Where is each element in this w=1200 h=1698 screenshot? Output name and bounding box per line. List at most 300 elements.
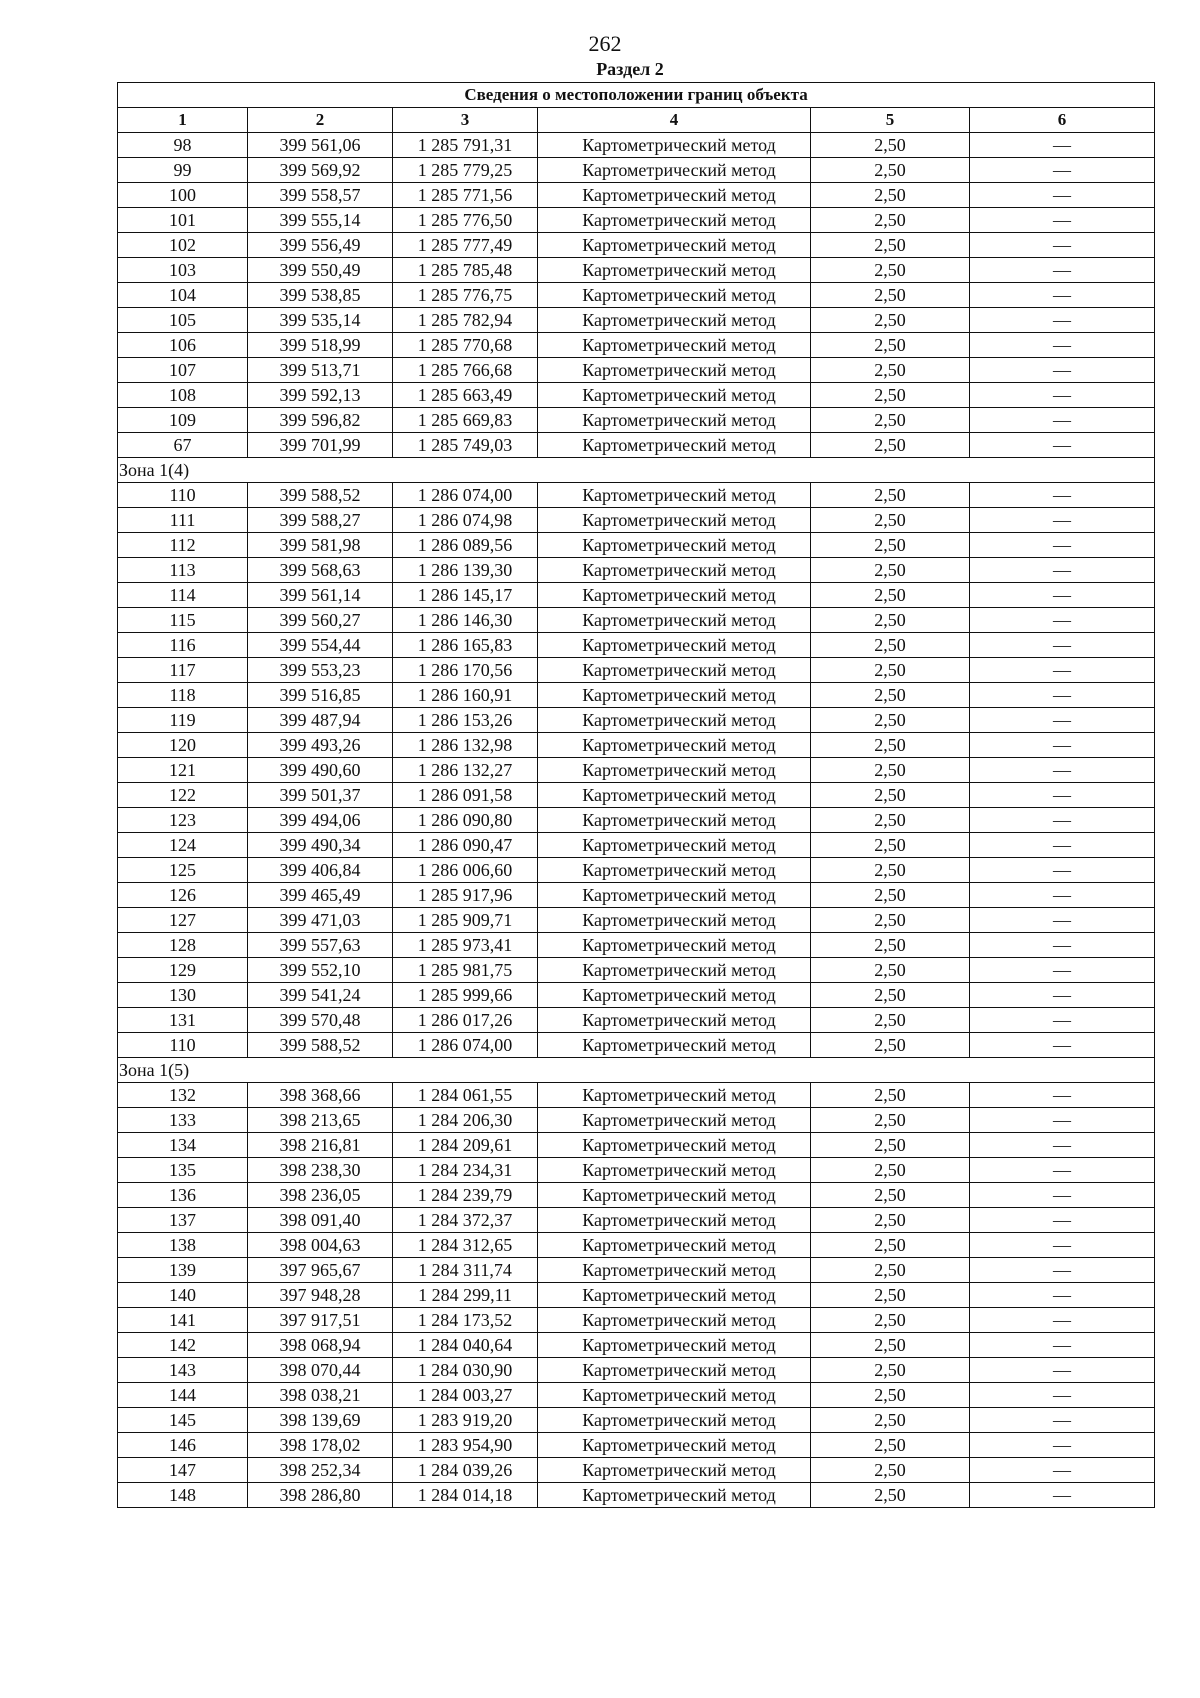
coordinate-x-cell: 399 490,60 bbox=[248, 758, 393, 783]
accuracy-cell: 2,50 bbox=[811, 958, 970, 983]
accuracy-cell: 2,50 bbox=[811, 1408, 970, 1433]
table-row bbox=[118, 658, 1155, 683]
method-cell: Картометрический метод bbox=[538, 658, 811, 683]
table-row bbox=[118, 1433, 1155, 1458]
description-cell: — bbox=[970, 233, 1155, 258]
description-cell: — bbox=[970, 1283, 1155, 1308]
point-number-cell: 102 bbox=[118, 233, 248, 258]
section-title: Раздел 2 bbox=[596, 59, 664, 79]
coordinate-x-cell: 399 471,03 bbox=[248, 908, 393, 933]
point-number-cell: 113 bbox=[118, 558, 248, 583]
point-number-cell: 143 bbox=[118, 1358, 248, 1383]
point-number-cell: 123 bbox=[118, 808, 248, 833]
table-row bbox=[118, 1383, 1155, 1408]
description-cell: — bbox=[970, 1433, 1155, 1458]
coordinate-x-cell: 399 465,49 bbox=[248, 883, 393, 908]
method-cell: Картометрический метод bbox=[538, 1208, 811, 1233]
table-row bbox=[118, 1108, 1155, 1133]
description-cell: — bbox=[970, 408, 1155, 433]
coordinate-x-cell: 399 490,34 bbox=[248, 833, 393, 858]
accuracy-cell: 2,50 bbox=[811, 383, 970, 408]
coordinate-y-cell: 1 284 061,55 bbox=[393, 1083, 538, 1108]
method-cell: Картометрический метод bbox=[538, 1283, 811, 1308]
coordinate-x-cell: 399 406,84 bbox=[248, 858, 393, 883]
method-cell: Картометрический метод bbox=[538, 1333, 811, 1358]
coordinate-x-cell: 399 516,85 bbox=[248, 683, 393, 708]
table-row bbox=[118, 983, 1155, 1008]
accuracy-cell: 2,50 bbox=[811, 183, 970, 208]
zone-header-row bbox=[118, 458, 1155, 483]
coordinate-x-cell: 399 558,57 bbox=[248, 183, 393, 208]
coordinate-y-cell: 1 286 090,80 bbox=[393, 808, 538, 833]
accuracy-cell: 2,50 bbox=[811, 783, 970, 808]
coordinate-x-cell: 397 948,28 bbox=[248, 1283, 393, 1308]
accuracy-cell: 2,50 bbox=[811, 733, 970, 758]
method-cell: Картометрический метод bbox=[538, 808, 811, 833]
method-cell: Картометрический метод bbox=[538, 1183, 811, 1208]
coordinate-x-cell: 398 091,40 bbox=[248, 1208, 393, 1233]
description-cell: — bbox=[970, 483, 1155, 508]
coordinate-y-cell: 1 285 999,66 bbox=[393, 983, 538, 1008]
table-row bbox=[118, 283, 1155, 308]
point-number-cell: 118 bbox=[118, 683, 248, 708]
accuracy-cell: 2,50 bbox=[811, 1108, 970, 1133]
accuracy-cell: 2,50 bbox=[811, 858, 970, 883]
coordinate-y-cell: 1 285 669,83 bbox=[393, 408, 538, 433]
point-number-cell: 122 bbox=[118, 783, 248, 808]
point-number-cell: 141 bbox=[118, 1308, 248, 1333]
coordinate-x-cell: 399 568,63 bbox=[248, 558, 393, 583]
table-row bbox=[118, 333, 1155, 358]
table-row bbox=[118, 1458, 1155, 1483]
coordinate-x-cell: 398 252,34 bbox=[248, 1458, 393, 1483]
table-row bbox=[118, 958, 1155, 983]
coordinate-y-cell: 1 284 312,65 bbox=[393, 1233, 538, 1258]
coordinate-y-cell: 1 285 791,31 bbox=[393, 133, 538, 158]
point-number-cell: 100 bbox=[118, 183, 248, 208]
method-cell: Картометрический метод bbox=[538, 783, 811, 808]
description-cell: — bbox=[970, 683, 1155, 708]
accuracy-cell: 2,50 bbox=[811, 558, 970, 583]
point-number-cell: 134 bbox=[118, 1133, 248, 1158]
table-row bbox=[118, 833, 1155, 858]
coordinate-x-cell: 399 560,27 bbox=[248, 608, 393, 633]
description-cell: — bbox=[970, 633, 1155, 658]
description-cell: — bbox=[970, 1133, 1155, 1158]
point-number-cell: 105 bbox=[118, 308, 248, 333]
coordinate-x-cell: 399 487,94 bbox=[248, 708, 393, 733]
description-cell: — bbox=[970, 1083, 1155, 1108]
point-number-cell: 67 bbox=[118, 433, 248, 458]
table-row bbox=[118, 583, 1155, 608]
table-row bbox=[118, 383, 1155, 408]
coordinate-y-cell: 1 284 372,37 bbox=[393, 1208, 538, 1233]
method-cell: Картометрический метод bbox=[538, 633, 811, 658]
table-row bbox=[118, 308, 1155, 333]
table-row bbox=[118, 183, 1155, 208]
coordinate-x-cell: 399 550,49 bbox=[248, 258, 393, 283]
table-caption: Сведения о местоположении границ объекта bbox=[118, 83, 1155, 108]
coordinate-x-cell: 397 965,67 bbox=[248, 1258, 393, 1283]
description-cell: — bbox=[970, 1208, 1155, 1233]
point-number-cell: 126 bbox=[118, 883, 248, 908]
description-cell: — bbox=[970, 208, 1155, 233]
method-cell: Картометрический метод bbox=[538, 408, 811, 433]
point-number-cell: 127 bbox=[118, 908, 248, 933]
description-cell: — bbox=[970, 183, 1155, 208]
coordinate-x-cell: 398 368,66 bbox=[248, 1083, 393, 1108]
coordinate-y-cell: 1 285 981,75 bbox=[393, 958, 538, 983]
coordinate-y-cell: 1 284 234,31 bbox=[393, 1158, 538, 1183]
accuracy-cell: 2,50 bbox=[811, 1433, 970, 1458]
coordinate-x-cell: 399 592,13 bbox=[248, 383, 393, 408]
table-row bbox=[118, 1258, 1155, 1283]
point-number-cell: 110 bbox=[118, 483, 248, 508]
description-cell: — bbox=[970, 708, 1155, 733]
coordinate-y-cell: 1 286 132,27 bbox=[393, 758, 538, 783]
table-caption-row bbox=[118, 83, 1155, 108]
description-cell: — bbox=[970, 283, 1155, 308]
coordinate-x-cell: 399 596,82 bbox=[248, 408, 393, 433]
point-number-cell: 119 bbox=[118, 708, 248, 733]
table-row bbox=[118, 733, 1155, 758]
accuracy-cell: 2,50 bbox=[811, 208, 970, 233]
coordinate-y-cell: 1 286 074,98 bbox=[393, 508, 538, 533]
table-row bbox=[118, 783, 1155, 808]
point-number-cell: 131 bbox=[118, 1008, 248, 1033]
column-header: 5 bbox=[811, 108, 970, 133]
description-cell: — bbox=[970, 983, 1155, 1008]
description-cell: — bbox=[970, 958, 1155, 983]
coordinate-x-cell: 399 588,52 bbox=[248, 1033, 393, 1058]
accuracy-cell: 2,50 bbox=[811, 1358, 970, 1383]
table-row bbox=[118, 1083, 1155, 1108]
accuracy-cell: 2,50 bbox=[811, 1283, 970, 1308]
column-header: 6 bbox=[970, 108, 1155, 133]
coordinate-y-cell: 1 285 749,03 bbox=[393, 433, 538, 458]
point-number-cell: 125 bbox=[118, 858, 248, 883]
coordinate-x-cell: 399 538,85 bbox=[248, 283, 393, 308]
point-number-cell: 146 bbox=[118, 1433, 248, 1458]
coordinate-y-cell: 1 284 239,79 bbox=[393, 1183, 538, 1208]
coordinate-x-cell: 398 216,81 bbox=[248, 1133, 393, 1158]
coordinate-x-cell: 399 570,48 bbox=[248, 1008, 393, 1033]
point-number-cell: 147 bbox=[118, 1458, 248, 1483]
description-cell: — bbox=[970, 1333, 1155, 1358]
table-body bbox=[118, 83, 1155, 1508]
accuracy-cell: 2,50 bbox=[811, 683, 970, 708]
method-cell: Картометрический метод bbox=[538, 1233, 811, 1258]
coordinate-y-cell: 1 286 160,91 bbox=[393, 683, 538, 708]
coordinate-y-cell: 1 284 173,52 bbox=[393, 1308, 538, 1333]
coordinate-x-cell: 399 513,71 bbox=[248, 358, 393, 383]
point-number-cell: 108 bbox=[118, 383, 248, 408]
method-cell: Картометрический метод bbox=[538, 358, 811, 383]
description-cell: — bbox=[970, 1108, 1155, 1133]
method-cell: Картометрический метод bbox=[538, 958, 811, 983]
column-header: 1 bbox=[118, 108, 248, 133]
table-row bbox=[118, 258, 1155, 283]
coordinate-y-cell: 1 286 146,30 bbox=[393, 608, 538, 633]
method-cell: Картометрический метод bbox=[538, 558, 811, 583]
point-number-cell: 138 bbox=[118, 1233, 248, 1258]
table-row bbox=[118, 1308, 1155, 1333]
table-row bbox=[118, 1333, 1155, 1358]
point-number-cell: 101 bbox=[118, 208, 248, 233]
accuracy-cell: 2,50 bbox=[811, 1308, 970, 1333]
description-cell: — bbox=[970, 333, 1155, 358]
table-row bbox=[118, 1183, 1155, 1208]
boundary-coordinates-table bbox=[117, 82, 1155, 1508]
accuracy-cell: 2,50 bbox=[811, 658, 970, 683]
table-row bbox=[118, 408, 1155, 433]
column-header: 2 bbox=[248, 108, 393, 133]
table-row bbox=[118, 208, 1155, 233]
table-row bbox=[118, 483, 1155, 508]
coordinate-x-cell: 399 552,10 bbox=[248, 958, 393, 983]
accuracy-cell: 2,50 bbox=[811, 608, 970, 633]
method-cell: Картометрический метод bbox=[538, 308, 811, 333]
point-number-cell: 99 bbox=[118, 158, 248, 183]
point-number-cell: 132 bbox=[118, 1083, 248, 1108]
table-row bbox=[118, 1133, 1155, 1158]
description-cell: — bbox=[970, 133, 1155, 158]
coordinate-y-cell: 1 286 089,56 bbox=[393, 533, 538, 558]
table-row bbox=[118, 233, 1155, 258]
accuracy-cell: 2,50 bbox=[811, 1133, 970, 1158]
accuracy-cell: 2,50 bbox=[811, 1008, 970, 1033]
description-cell: — bbox=[970, 558, 1155, 583]
description-cell: — bbox=[970, 808, 1155, 833]
point-number-cell: 129 bbox=[118, 958, 248, 983]
coordinate-y-cell: 1 285 776,75 bbox=[393, 283, 538, 308]
accuracy-cell: 2,50 bbox=[811, 158, 970, 183]
point-number-cell: 139 bbox=[118, 1258, 248, 1283]
coordinate-y-cell: 1 286 090,47 bbox=[393, 833, 538, 858]
description-cell: — bbox=[970, 433, 1155, 458]
accuracy-cell: 2,50 bbox=[811, 333, 970, 358]
point-number-cell: 116 bbox=[118, 633, 248, 658]
table-row bbox=[118, 908, 1155, 933]
column-header-row bbox=[118, 108, 1155, 133]
method-cell: Картометрический метод bbox=[538, 133, 811, 158]
description-cell: — bbox=[970, 1008, 1155, 1033]
coordinate-x-cell: 398 213,65 bbox=[248, 1108, 393, 1133]
point-number-cell: 107 bbox=[118, 358, 248, 383]
method-cell: Картометрический метод bbox=[538, 733, 811, 758]
coordinate-y-cell: 1 285 973,41 bbox=[393, 933, 538, 958]
description-cell: — bbox=[970, 1158, 1155, 1183]
method-cell: Картометрический метод bbox=[538, 233, 811, 258]
accuracy-cell: 2,50 bbox=[811, 633, 970, 658]
accuracy-cell: 2,50 bbox=[811, 483, 970, 508]
method-cell: Картометрический метод bbox=[538, 1408, 811, 1433]
table-row bbox=[118, 1208, 1155, 1233]
table-row bbox=[118, 1358, 1155, 1383]
accuracy-cell: 2,50 bbox=[811, 1183, 970, 1208]
description-cell: — bbox=[970, 1358, 1155, 1383]
method-cell: Картометрический метод bbox=[538, 1108, 811, 1133]
description-cell: — bbox=[970, 1308, 1155, 1333]
coordinate-y-cell: 1 285 917,96 bbox=[393, 883, 538, 908]
method-cell: Картометрический метод bbox=[538, 683, 811, 708]
accuracy-cell: 2,50 bbox=[811, 533, 970, 558]
description-cell: — bbox=[970, 158, 1155, 183]
accuracy-cell: 2,50 bbox=[811, 1033, 970, 1058]
coordinate-y-cell: 1 283 919,20 bbox=[393, 1408, 538, 1433]
coordinate-x-cell: 398 038,21 bbox=[248, 1383, 393, 1408]
accuracy-cell: 2,50 bbox=[811, 808, 970, 833]
method-cell: Картометрический метод bbox=[538, 583, 811, 608]
method-cell: Картометрический метод bbox=[538, 258, 811, 283]
description-cell: — bbox=[970, 358, 1155, 383]
coordinate-y-cell: 1 285 766,68 bbox=[393, 358, 538, 383]
point-number-cell: 120 bbox=[118, 733, 248, 758]
point-number-cell: 121 bbox=[118, 758, 248, 783]
coordinate-y-cell: 1 286 006,60 bbox=[393, 858, 538, 883]
point-number-cell: 142 bbox=[118, 1333, 248, 1358]
point-number-cell: 128 bbox=[118, 933, 248, 958]
accuracy-cell: 2,50 bbox=[811, 1158, 970, 1183]
description-cell: — bbox=[970, 1458, 1155, 1483]
accuracy-cell: 2,50 bbox=[811, 833, 970, 858]
method-cell: Картометрический метод bbox=[538, 833, 811, 858]
coordinate-y-cell: 1 284 003,27 bbox=[393, 1383, 538, 1408]
table-row bbox=[118, 1283, 1155, 1308]
accuracy-cell: 2,50 bbox=[811, 1333, 970, 1358]
accuracy-cell: 2,50 bbox=[811, 233, 970, 258]
description-cell: — bbox=[970, 858, 1155, 883]
zone-header-row bbox=[118, 1058, 1155, 1083]
description-cell: — bbox=[970, 583, 1155, 608]
coordinate-y-cell: 1 286 145,17 bbox=[393, 583, 538, 608]
table-row bbox=[118, 558, 1155, 583]
coordinate-y-cell: 1 283 954,90 bbox=[393, 1433, 538, 1458]
method-cell: Картометрический метод bbox=[538, 508, 811, 533]
method-cell: Картометрический метод bbox=[538, 1383, 811, 1408]
accuracy-cell: 2,50 bbox=[811, 583, 970, 608]
coordinate-y-cell: 1 285 771,56 bbox=[393, 183, 538, 208]
coordinate-x-cell: 399 541,24 bbox=[248, 983, 393, 1008]
accuracy-cell: 2,50 bbox=[811, 308, 970, 333]
coordinate-x-cell: 398 004,63 bbox=[248, 1233, 393, 1258]
coordinate-x-cell: 397 917,51 bbox=[248, 1308, 393, 1333]
description-cell: — bbox=[970, 758, 1155, 783]
coordinate-x-cell: 398 236,05 bbox=[248, 1183, 393, 1208]
coordinate-y-cell: 1 286 074,00 bbox=[393, 483, 538, 508]
method-cell: Картометрический метод bbox=[538, 858, 811, 883]
method-cell: Картометрический метод bbox=[538, 533, 811, 558]
point-number-cell: 135 bbox=[118, 1158, 248, 1183]
description-cell: — bbox=[970, 1183, 1155, 1208]
accuracy-cell: 2,50 bbox=[811, 1258, 970, 1283]
point-number-cell: 117 bbox=[118, 658, 248, 683]
coordinate-x-cell: 399 581,98 bbox=[248, 533, 393, 558]
coordinate-y-cell: 1 285 782,94 bbox=[393, 308, 538, 333]
accuracy-cell: 2,50 bbox=[811, 508, 970, 533]
method-cell: Картометрический метод bbox=[538, 1358, 811, 1383]
point-number-cell: 115 bbox=[118, 608, 248, 633]
description-cell: — bbox=[970, 608, 1155, 633]
accuracy-cell: 2,50 bbox=[811, 408, 970, 433]
table-row bbox=[118, 608, 1155, 633]
accuracy-cell: 2,50 bbox=[811, 358, 970, 383]
description-cell: — bbox=[970, 508, 1155, 533]
coordinate-x-cell: 399 553,23 bbox=[248, 658, 393, 683]
coordinate-x-cell: 399 561,14 bbox=[248, 583, 393, 608]
coordinate-y-cell: 1 284 206,30 bbox=[393, 1108, 538, 1133]
zone-label: Зона 1(4) bbox=[118, 458, 1155, 483]
description-cell: — bbox=[970, 1408, 1155, 1433]
coordinate-y-cell: 1 285 909,71 bbox=[393, 908, 538, 933]
coordinate-y-cell: 1 284 030,90 bbox=[393, 1358, 538, 1383]
accuracy-cell: 2,50 bbox=[811, 758, 970, 783]
coordinate-y-cell: 1 285 776,50 bbox=[393, 208, 538, 233]
description-cell: — bbox=[970, 258, 1155, 283]
point-number-cell: 112 bbox=[118, 533, 248, 558]
coordinate-y-cell: 1 284 311,74 bbox=[393, 1258, 538, 1283]
accuracy-cell: 2,50 bbox=[811, 708, 970, 733]
description-cell: — bbox=[970, 1033, 1155, 1058]
table-row bbox=[118, 508, 1155, 533]
description-cell: — bbox=[970, 533, 1155, 558]
method-cell: Картометрический метод bbox=[538, 983, 811, 1008]
method-cell: Картометрический метод bbox=[538, 483, 811, 508]
description-cell: — bbox=[970, 1258, 1155, 1283]
point-number-cell: 136 bbox=[118, 1183, 248, 1208]
method-cell: Картометрический метод bbox=[538, 1433, 811, 1458]
method-cell: Картометрический метод bbox=[538, 1133, 811, 1158]
coordinate-y-cell: 1 286 017,26 bbox=[393, 1008, 538, 1033]
point-number-cell: 104 bbox=[118, 283, 248, 308]
coordinate-x-cell: 399 535,14 bbox=[248, 308, 393, 333]
coordinate-x-cell: 399 557,63 bbox=[248, 933, 393, 958]
coordinate-y-cell: 1 285 663,49 bbox=[393, 383, 538, 408]
table-row bbox=[118, 1158, 1155, 1183]
coordinate-x-cell: 398 068,94 bbox=[248, 1333, 393, 1358]
accuracy-cell: 2,50 bbox=[811, 883, 970, 908]
method-cell: Картометрический метод bbox=[538, 183, 811, 208]
coordinate-x-cell: 399 555,14 bbox=[248, 208, 393, 233]
description-cell: — bbox=[970, 908, 1155, 933]
method-cell: Картометрический метод bbox=[538, 208, 811, 233]
coordinate-x-cell: 399 518,99 bbox=[248, 333, 393, 358]
accuracy-cell: 2,50 bbox=[811, 1083, 970, 1108]
description-cell: — bbox=[970, 1233, 1155, 1258]
coordinate-x-cell: 399 501,37 bbox=[248, 783, 393, 808]
method-cell: Картометрический метод bbox=[538, 933, 811, 958]
description-cell: — bbox=[970, 658, 1155, 683]
table-row bbox=[118, 433, 1155, 458]
coordinate-x-cell: 399 556,49 bbox=[248, 233, 393, 258]
method-cell: Картометрический метод bbox=[538, 283, 811, 308]
accuracy-cell: 2,50 bbox=[811, 1383, 970, 1408]
table-row bbox=[118, 533, 1155, 558]
coordinate-y-cell: 1 286 074,00 bbox=[393, 1033, 538, 1058]
method-cell: Картометрический метод bbox=[538, 708, 811, 733]
point-number-cell: 137 bbox=[118, 1208, 248, 1233]
coordinate-x-cell: 399 701,99 bbox=[248, 433, 393, 458]
method-cell: Картометрический метод bbox=[538, 333, 811, 358]
table-row bbox=[118, 683, 1155, 708]
method-cell: Картометрический метод bbox=[538, 1083, 811, 1108]
coordinate-x-cell: 399 561,06 bbox=[248, 133, 393, 158]
point-number-cell: 114 bbox=[118, 583, 248, 608]
coordinate-x-cell: 399 588,52 bbox=[248, 483, 393, 508]
point-number-cell: 111 bbox=[118, 508, 248, 533]
coordinate-y-cell: 1 284 299,11 bbox=[393, 1283, 538, 1308]
method-cell: Картометрический метод bbox=[538, 908, 811, 933]
